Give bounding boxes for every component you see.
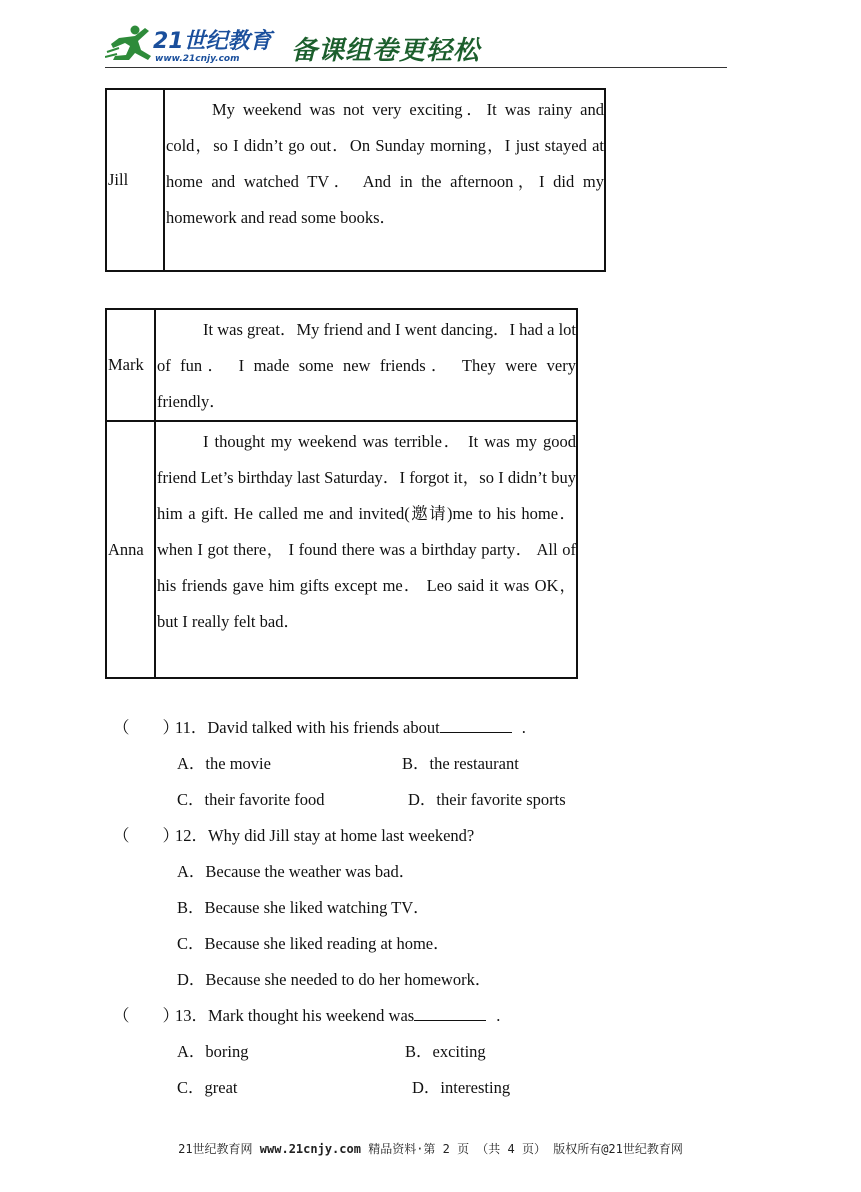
options-row [113, 782, 753, 818]
question-stem-end: . [496, 1006, 501, 1025]
table-row [106, 421, 577, 678]
question-stem: 12．Why did Jill stay at home last weekend? [175, 826, 475, 845]
option-d[interactable]: D．interesting [412, 1078, 511, 1097]
question-stem-end: . [521, 718, 526, 737]
question-11 [113, 710, 753, 746]
option-a[interactable]: A．boring [177, 1042, 249, 1061]
option-a[interactable]: A．the movie [177, 754, 271, 773]
answer-blank[interactable] [440, 718, 512, 733]
option-c[interactable]: C．Because she liked reading at home． [177, 934, 450, 953]
speaker-text: My weekend was not very exciting．It was rainy and cold，so I didn’t go out．On Sunday morning，I just stayed at home and watched TV． And in the afternoon，I did my homework and read some books． [166, 100, 604, 227]
options-row [113, 1034, 753, 1070]
options-row [113, 890, 753, 926]
question-13 [113, 998, 753, 1034]
answer-paren[interactable]: （ ） [113, 718, 179, 737]
answer-paren[interactable]: （ ） [113, 826, 179, 845]
option-d[interactable]: D．Because she needed to do her homework． [177, 970, 492, 989]
answer-blank[interactable] [414, 1006, 486, 1021]
speaker-text-cell [155, 421, 577, 678]
options-row [113, 1070, 753, 1106]
speaker-name: Mark [106, 309, 155, 421]
footer-site-link[interactable]: www.21cnjy.com [259, 1142, 361, 1156]
brand-name: 21世纪教育 [153, 29, 272, 54]
option-b[interactable]: B．Because she liked watching TV． [177, 898, 430, 917]
question-stem: 13．Mark thought his weekend was [175, 1006, 415, 1025]
question-list [113, 710, 753, 1106]
passage-table-mark-anna [105, 308, 578, 679]
speaker-text-cell [164, 89, 605, 271]
brand-slogan: 备课组卷更轻松 [291, 36, 481, 66]
footer-prefix: 21世纪教育网 [178, 1142, 253, 1156]
answer-paren[interactable]: （ ） [113, 1006, 179, 1025]
options-row [113, 854, 753, 890]
question-stem: 11．David talked with his friends about [175, 718, 440, 737]
options-row [113, 746, 753, 782]
runner-logo-icon [105, 24, 157, 64]
option-a[interactable]: A．Because the weather was bad． [177, 862, 416, 881]
page-header [105, 22, 727, 70]
option-d[interactable]: D．their favorite sports [408, 790, 566, 809]
option-c[interactable]: C．great [177, 1078, 238, 1097]
speaker-text-cell [155, 309, 577, 421]
table-row [106, 89, 605, 271]
speaker-text: It was great．My friend and I went dancing．I had a lot of fun． I made some new friends． They were very friendly． [157, 320, 576, 411]
header-divider [105, 67, 727, 68]
options-row [113, 962, 753, 998]
option-b[interactable]: B．the restaurant [402, 754, 519, 773]
options-row [113, 926, 753, 962]
brand-url: www.21cnjy.com [155, 54, 240, 64]
option-b[interactable]: B．exciting [405, 1042, 486, 1061]
footer-page-info: 精品资料·第 2 页 （共 4 页） 版权所有@21世纪教育网 [368, 1142, 683, 1156]
option-c[interactable]: C．their favorite food [177, 790, 325, 809]
passage-table-jill [105, 88, 606, 272]
speaker-text: I thought my weekend was terrible． It was my good friend Let’s birthday last Saturday．I forgot it，so I didn’t buy him a gift. He called me and invited(邀请)me to his home． when I got there， I found there was a birthday party． All of his friends gave him gifts except me． Leo said it was OK，but I really felt bad． [157, 432, 576, 631]
speaker-name: Jill [106, 89, 164, 271]
question-12 [113, 818, 753, 854]
speaker-name: Anna [106, 421, 155, 678]
table-row [106, 309, 577, 421]
page-footer [0, 1140, 861, 1157]
